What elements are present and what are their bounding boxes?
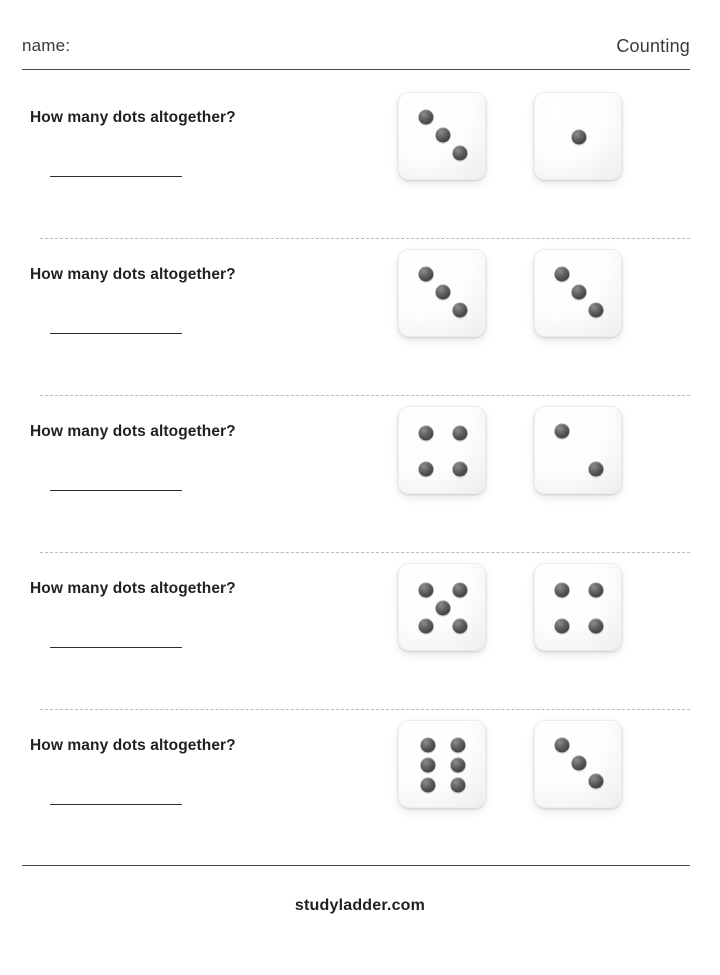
pip xyxy=(451,758,466,773)
pip xyxy=(421,738,436,753)
page-title: Counting xyxy=(616,36,690,56)
question-text: How many dots altogether? xyxy=(30,737,236,754)
die-1 xyxy=(398,720,486,808)
dice-group xyxy=(374,249,684,385)
die-1 xyxy=(398,563,486,651)
die-1 xyxy=(398,406,486,494)
answer-blank[interactable] xyxy=(50,333,182,334)
pip xyxy=(572,285,587,300)
pip xyxy=(419,110,434,125)
pip xyxy=(421,758,436,773)
pip xyxy=(451,738,466,753)
pip xyxy=(419,583,434,598)
die-2 xyxy=(534,249,622,337)
question-row xyxy=(22,82,690,239)
die-1 xyxy=(398,92,486,180)
worksheet-header xyxy=(22,36,690,72)
question-row xyxy=(22,239,690,396)
question-text: How many dots altogether? xyxy=(30,580,236,597)
dice-group xyxy=(374,720,684,856)
pip xyxy=(436,128,451,143)
answer-blank[interactable] xyxy=(50,804,182,805)
pip xyxy=(589,619,604,634)
question-text: How many dots altogether? xyxy=(30,423,236,440)
pip xyxy=(555,738,570,753)
pip xyxy=(589,583,604,598)
dice-group xyxy=(374,563,684,699)
pip xyxy=(555,424,570,439)
question-row xyxy=(22,396,690,553)
pip xyxy=(572,756,587,771)
pip xyxy=(419,426,434,441)
die-2 xyxy=(534,92,622,180)
pip xyxy=(436,285,451,300)
footer-divider xyxy=(22,865,690,866)
pip xyxy=(453,583,468,598)
pip xyxy=(453,426,468,441)
pip xyxy=(589,303,604,318)
pip xyxy=(451,778,466,793)
header-divider xyxy=(22,69,690,70)
dice-group xyxy=(374,406,684,542)
pip xyxy=(453,462,468,477)
pip xyxy=(453,146,468,161)
answer-blank[interactable] xyxy=(50,647,182,648)
question-list xyxy=(22,82,690,867)
pip xyxy=(419,619,434,634)
pip xyxy=(419,462,434,477)
pip xyxy=(436,601,451,616)
pip xyxy=(453,619,468,634)
die-2 xyxy=(534,720,622,808)
die-2 xyxy=(534,406,622,494)
name-label: name: xyxy=(22,36,71,55)
pip xyxy=(421,778,436,793)
question-row xyxy=(22,710,690,867)
pip xyxy=(419,267,434,282)
pip xyxy=(555,583,570,598)
dice-group xyxy=(374,92,684,228)
footer-site-label: studyladder.com xyxy=(294,897,426,914)
pip xyxy=(589,774,604,789)
answer-blank[interactable] xyxy=(50,176,182,177)
die-1 xyxy=(398,249,486,337)
pip xyxy=(589,462,604,477)
question-text: How many dots altogether? xyxy=(30,266,236,283)
question-text: How many dots altogether? xyxy=(30,109,236,126)
pip xyxy=(555,619,570,634)
pip xyxy=(555,267,570,282)
pip xyxy=(453,303,468,318)
answer-blank[interactable] xyxy=(50,490,182,491)
question-row xyxy=(22,553,690,710)
die-2 xyxy=(534,563,622,651)
pip xyxy=(572,130,587,145)
